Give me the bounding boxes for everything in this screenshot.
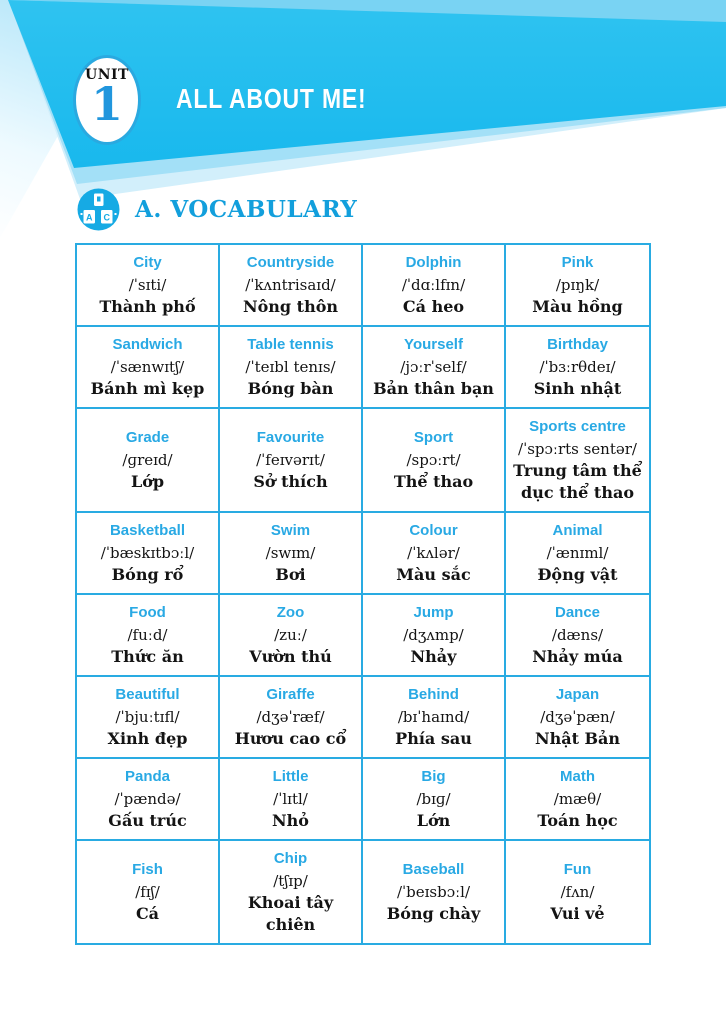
vocab-word: Sandwich xyxy=(112,336,183,353)
vocab-ipa: /fɪʃ/ xyxy=(135,883,160,901)
vocab-word: Baseball xyxy=(402,861,465,878)
vocab-ipa: /ˈbeɪsbɔːl/ xyxy=(396,883,471,901)
vocab-word: City xyxy=(133,254,162,271)
vocab-meaning: Vườn thú xyxy=(249,647,332,666)
vocab-ipa: /dʒəˈpæn/ xyxy=(540,708,615,726)
vocab-ipa: /ˈteɪbl tenɪs/ xyxy=(245,358,336,376)
vocab-word: Fish xyxy=(132,861,163,878)
vocab-cell xyxy=(220,327,363,409)
vocab-cell xyxy=(77,409,220,513)
vocab-ipa: /ˈbɜːrθdeɪ/ xyxy=(539,358,616,376)
vocab-meaning: Bánh mì kẹp xyxy=(90,379,205,398)
vocab-cell xyxy=(506,759,649,841)
vocab-word: Yourself xyxy=(404,336,463,353)
vocab-cell xyxy=(77,841,220,943)
vocab-meaning: Lớn xyxy=(416,811,451,830)
vocab-cell xyxy=(363,759,506,841)
vocab-word: Beautiful xyxy=(115,686,180,703)
vocab-word: Giraffe xyxy=(266,686,315,703)
unit-number: 1 xyxy=(90,77,123,131)
vocab-word: Grade xyxy=(125,429,170,446)
vocab-word: Favourite xyxy=(256,429,325,446)
vocab-cell xyxy=(506,409,649,513)
vocab-meaning: Lớp xyxy=(130,472,165,491)
vocab-meaning: Gấu trúc xyxy=(108,811,187,830)
vocab-cell xyxy=(363,513,506,595)
vocab-meaning: Thể thao xyxy=(393,472,474,491)
vocab-word: Japan xyxy=(555,686,600,703)
vocab-meaning: Toán học xyxy=(537,811,618,830)
vocab-meaning: Khoai tây chiên xyxy=(247,893,334,934)
vocab-meaning: Vui vẻ xyxy=(550,904,605,923)
vocabulary-cards-icon xyxy=(75,186,122,233)
vocab-cell xyxy=(220,841,363,943)
vocab-ipa: /ˈdɑːlfɪn/ xyxy=(401,276,466,294)
vocab-meaning: Trung tâm thể dục thể thao xyxy=(513,461,642,502)
vocab-cell xyxy=(506,245,649,327)
vocab-ipa: /dæns/ xyxy=(551,626,604,644)
vocab-meaning: Xinh đẹp xyxy=(107,729,188,748)
vocab-word: Behind xyxy=(408,686,459,703)
vocab-cell xyxy=(363,245,506,327)
vocab-cell xyxy=(77,513,220,595)
vocab-meaning: Sở thích xyxy=(253,472,328,491)
vocab-cell xyxy=(363,409,506,513)
vocab-meaning: Hươu cao cổ xyxy=(234,729,347,748)
section-title: A. VOCABULARY xyxy=(135,196,358,223)
vocab-word: Dance xyxy=(554,604,601,621)
vocab-ipa: /tʃɪp/ xyxy=(273,872,308,890)
vocab-meaning: Thức ăn xyxy=(111,647,184,666)
vocab-word: Panda xyxy=(124,768,170,785)
vocab-meaning: Bóng chày xyxy=(386,904,481,923)
unit-badge xyxy=(73,55,141,145)
vocab-ipa: /pɪŋk/ xyxy=(555,276,600,294)
svg-text:C: C xyxy=(103,212,111,223)
vocab-meaning: Màu sắc xyxy=(396,565,471,584)
vocab-word: Colour xyxy=(409,522,458,539)
vocab-cell xyxy=(220,759,363,841)
vocab-cell xyxy=(220,595,363,677)
vocab-word: Food xyxy=(129,604,166,621)
vocab-cell xyxy=(220,409,363,513)
vocab-cell xyxy=(363,595,506,677)
vocab-word: Math xyxy=(560,768,595,785)
vocab-meaning: Thành phố xyxy=(99,297,196,316)
vocab-cell xyxy=(506,677,649,759)
vocab-ipa: /ˈlɪtl/ xyxy=(273,790,308,808)
vocab-ipa: /ˈpændə/ xyxy=(114,790,181,808)
vocab-ipa: /zuː/ xyxy=(274,626,307,644)
vocab-word: Little xyxy=(272,768,309,785)
vocabulary-section-heading xyxy=(75,186,357,233)
vocab-ipa: /ˈbæskɪtbɔːl/ xyxy=(100,544,195,562)
vocab-table xyxy=(75,243,651,945)
vocab-word: Sport xyxy=(413,429,454,446)
vocab-cell xyxy=(220,513,363,595)
vocab-meaning: Màu hồng xyxy=(532,297,623,316)
vocab-word: Dolphin xyxy=(405,254,462,271)
vocab-ipa: /ˈfeɪvərɪt/ xyxy=(256,451,325,469)
vocab-ipa: /jɔːrˈself/ xyxy=(400,358,467,376)
vocab-word: Basketball xyxy=(109,522,186,539)
vocab-ipa: /swɪm/ xyxy=(265,544,316,562)
vocab-cell xyxy=(363,677,506,759)
vocab-meaning: Sinh nhật xyxy=(533,379,622,398)
vocab-word: Table tennis xyxy=(247,336,334,353)
vocab-ipa: /ˈspɔːrts sentər/ xyxy=(518,440,637,458)
vocab-word: Fun xyxy=(563,861,592,878)
vocab-ipa: /ɡreɪd/ xyxy=(122,451,173,469)
vocab-ipa: /ˈsɪti/ xyxy=(128,276,167,294)
vocab-ipa: /fʌn/ xyxy=(560,883,595,901)
vocab-word: Jump xyxy=(413,604,454,621)
unit-title: ALL ABOUT ME! xyxy=(176,83,367,114)
vocab-cell xyxy=(77,327,220,409)
vocab-word: Animal xyxy=(552,522,603,539)
vocab-meaning: Bản thân bạn xyxy=(373,379,494,398)
vocab-word: Zoo xyxy=(276,604,305,621)
vocab-meaning: Nhảy xyxy=(410,647,457,666)
vocab-meaning: Nhật Bản xyxy=(534,729,621,748)
vocab-cell xyxy=(77,677,220,759)
vocab-cell xyxy=(506,841,649,943)
vocab-ipa: /bɪˈhaɪnd/ xyxy=(397,708,470,726)
vocab-ipa: /bɪɡ/ xyxy=(416,790,451,808)
vocab-meaning: Động vật xyxy=(537,565,618,584)
vocab-word: Birthday xyxy=(547,336,608,353)
vocab-word: Chip xyxy=(273,850,308,867)
vocab-ipa: /dʒʌmp/ xyxy=(403,626,464,644)
vocab-meaning: Cá xyxy=(135,904,160,923)
vocab-cell xyxy=(77,245,220,327)
vocab-cell xyxy=(506,327,649,409)
vocab-cell xyxy=(220,677,363,759)
vocab-ipa: /ˈkʌntrisaɪd/ xyxy=(245,276,336,294)
unit-label: UNIT xyxy=(85,67,129,83)
vocab-word: Pink xyxy=(561,254,594,271)
vocab-cell xyxy=(363,841,506,943)
vocab-meaning: Nhảy múa xyxy=(532,647,623,666)
vocab-cell xyxy=(506,513,649,595)
vocab-meaning: Cá heo xyxy=(402,297,465,316)
vocab-cell xyxy=(220,245,363,327)
vocab-meaning: Bơi xyxy=(275,565,306,584)
vocab-word: Sports centre xyxy=(529,418,626,435)
vocab-meaning: Nhỏ xyxy=(272,811,309,830)
vocab-meaning: Bóng rổ xyxy=(111,565,184,584)
vocab-meaning: Bóng bàn xyxy=(247,379,334,398)
vocab-word: Countryside xyxy=(246,254,335,271)
vocab-cell xyxy=(506,595,649,677)
vocab-meaning: Nông thôn xyxy=(242,297,338,316)
vocab-ipa: /mæθ/ xyxy=(553,790,602,808)
svg-text:A: A xyxy=(85,212,93,223)
vocab-word: Big xyxy=(421,768,446,785)
vocab-ipa: /spɔːrt/ xyxy=(406,451,461,469)
vocab-cell xyxy=(77,595,220,677)
vocab-ipa: /dʒəˈræf/ xyxy=(256,708,325,726)
vocab-ipa: /ˈbjuːtɪfl/ xyxy=(115,708,180,726)
vocab-ipa: /ˈkʌlər/ xyxy=(407,544,460,562)
vocab-cell xyxy=(363,327,506,409)
vocab-word: Swim xyxy=(270,522,311,539)
vocab-cell xyxy=(77,759,220,841)
vocab-ipa: /fuːd/ xyxy=(127,626,168,644)
vocab-meaning: Phía sau xyxy=(395,729,472,748)
vocab-ipa: /ˈænɪml/ xyxy=(546,544,609,562)
vocab-ipa: /ˈsænwɪtʃ/ xyxy=(110,358,185,376)
